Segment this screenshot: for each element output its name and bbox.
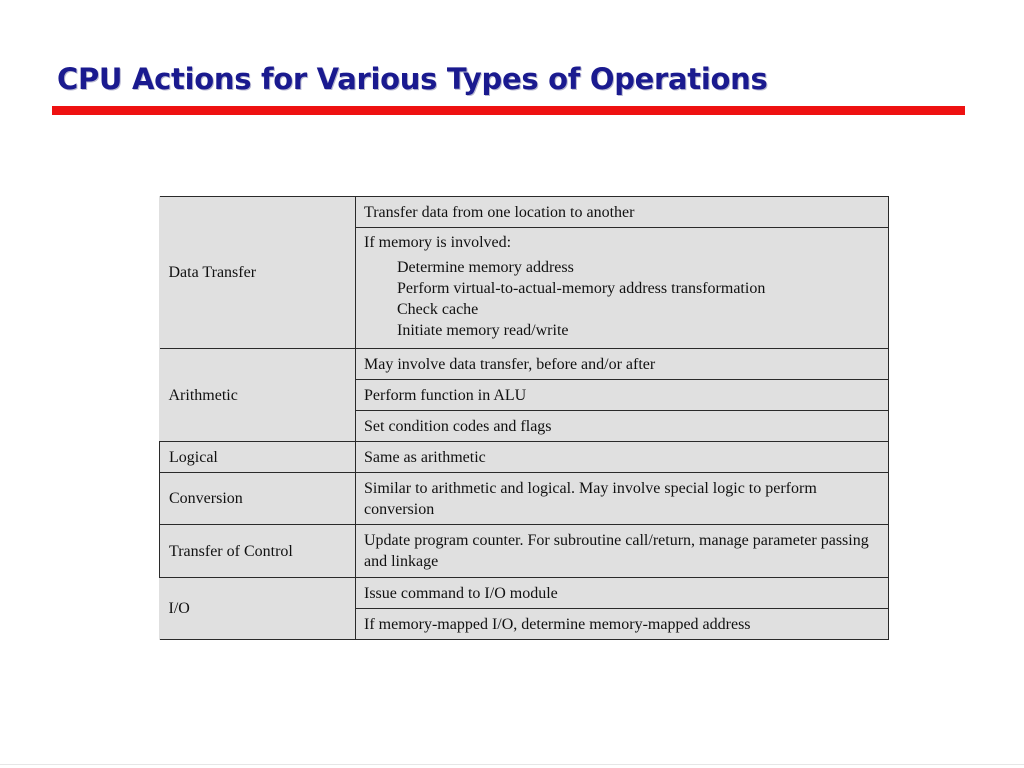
- list-item: Perform virtual-to-actual-memory address transformation: [397, 280, 766, 297]
- list-item: Initiate memory read/write: [397, 322, 569, 339]
- category-cell-logical: Logical: [160, 442, 356, 473]
- table-row: [160, 349, 889, 380]
- table-row: [160, 197, 889, 228]
- action-cell-lead: If memory is involved:: [364, 234, 512, 251]
- action-cell: Same as arithmetic: [356, 442, 889, 473]
- action-cell: May involve data transfer, before and/or after: [356, 349, 889, 380]
- category-cell-io: I/O: [160, 578, 356, 640]
- table-row: [160, 473, 889, 525]
- table-row: [160, 525, 889, 578]
- category-cell-arithmetic: Arithmetic: [160, 349, 356, 442]
- action-cell: Issue command to I/O module: [356, 578, 889, 609]
- action-cell: [356, 228, 889, 349]
- list-item: Check cache: [397, 301, 479, 318]
- table-row: [160, 442, 889, 473]
- cpu-operations-table: [159, 196, 889, 640]
- action-cell: Similar to arithmetic and logical. May involve special logic to perform conversion: [356, 473, 889, 525]
- category-cell-conversion: Conversion: [160, 473, 356, 525]
- action-cell: Transfer data from one location to another: [356, 197, 889, 228]
- table-row: [160, 578, 889, 609]
- action-cell: Perform function in ALU: [356, 380, 889, 411]
- slide-title: CPU Actions for Various Types of Operations: [57, 62, 768, 96]
- action-cell: If memory-mapped I/O, determine memory-mapped address: [356, 609, 889, 640]
- list-item: Determine memory address: [397, 259, 574, 276]
- category-cell-data-transfer: Data Transfer: [160, 197, 356, 349]
- sub-action-list: [364, 257, 880, 341]
- category-cell-transfer-of-control: Transfer of Control: [160, 525, 356, 578]
- operations-table-container: [159, 196, 888, 640]
- slide-bottom-edge: [0, 764, 1024, 765]
- action-cell: Update program counter. For subroutine call/return, manage parameter passing and linkage: [356, 525, 889, 578]
- action-cell: Set condition codes and flags: [356, 411, 889, 442]
- title-underline: [52, 106, 965, 115]
